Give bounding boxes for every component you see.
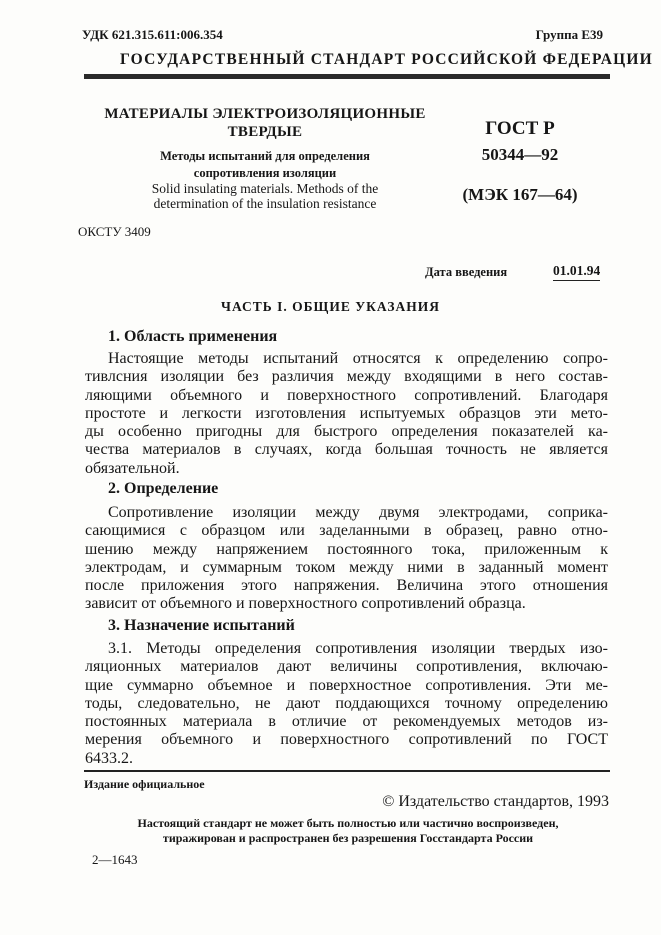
text-line: обязательной. — [85, 459, 180, 477]
iec-reference: (МЭК 167—64) — [462, 185, 578, 204]
method-subtitle — [100, 148, 430, 182]
section-2-heading: 2. Определение — [108, 480, 219, 497]
document-title — [100, 105, 430, 141]
text-line: ды особенно пригодны для быстрого определения показателей ка- — [85, 423, 608, 441]
text-line: шению между напряжением постоянного тока, приложенным к — [85, 540, 608, 558]
gost-number: 50344—92 — [481, 145, 559, 164]
section-3-heading: 3. Назначение испытаний — [108, 617, 295, 634]
header-divider — [84, 74, 610, 79]
english-line-2: determination of the insulation resistance — [153, 196, 377, 211]
intro-date-label: Дата введения — [425, 265, 508, 279]
title-line-1: МАТЕРИАЛЫ ЭЛЕКТРОИЗОЛЯЦИОННЫЕ — [104, 106, 426, 122]
text-line: простоте и легкости изготовления испытуемых образцов эти мето- — [85, 404, 608, 422]
section-2-text — [85, 504, 608, 614]
text-line: чества материалов в случаях, когда большая точность не является — [85, 441, 608, 459]
text-line: 3.1. Методы определения сопротивления изоляции твердых изо- — [108, 640, 608, 657]
notice-line-1: Настоящий стандарт не может быть полностью или частично воспроизведен, — [137, 816, 559, 830]
text-line: ляционных материалов дают величины сопротивления, включаю- — [85, 658, 608, 676]
text-line: постоянных материала в отличие от рекомендуемых методов из- — [85, 713, 608, 731]
text-line: тоды, следовательно, не дают поддающихся точному определению — [85, 694, 608, 712]
part-title: ЧАСТЬ I. ОБЩИЕ УКАЗАНИЯ — [221, 299, 440, 314]
method-line-1: Методы испытаний для определения — [160, 149, 370, 163]
reproduction-notice — [84, 816, 612, 846]
gost-label: ГОСТ Р — [485, 118, 555, 139]
title-line-2: ТВЕРДЫЕ — [227, 124, 303, 140]
oksty-code: ОКСТУ 3409 — [78, 224, 151, 239]
notice-line-2: тиражирован и распространен без разрешения Госстандарта России — [162, 831, 534, 845]
gov-standard-title: ГОСУДАРСТВЕННЫЙ СТАНДАРТ РОССИЙСКОЙ ФЕДЕРАЦИИ — [120, 51, 653, 68]
section-1-heading: 1. Область применения — [108, 328, 278, 345]
section-1-text — [85, 350, 608, 478]
text-line: тивлсния изоляции без различия между входящими в него состав- — [85, 368, 608, 386]
text-line: электродам, и суммарным током между ними в заданный момент — [85, 558, 608, 576]
text-line: мерения объемного и поверхностного сопротивлений по ГОСТ — [85, 731, 608, 749]
copyright-notice: © Издательство стандартов, 1993 — [382, 793, 609, 810]
english-line-1: Solid insulating materials. Methods of the — [151, 181, 379, 196]
text-line: щие суммарно объемное и поверхностное сопротивления. Эти ме- — [85, 676, 608, 694]
text-line: сающимися с образцом или заделанными в образец, равно отно- — [85, 522, 608, 540]
intro-date-value: 01.01.94 — [553, 263, 600, 281]
text-line: ляющими объемного и поверхностного сопротивлений. Благодаря — [85, 386, 608, 404]
text-line: Сопротивление изоляции между двумя электродами, соприка- — [108, 504, 608, 521]
text-line: зависит от объемного и поверхностного сопротивлений образца. — [85, 595, 526, 613]
section-3-text — [85, 640, 608, 768]
english-title — [100, 181, 430, 211]
udk-code: УДК 621.315.611:006.354 — [82, 27, 223, 42]
page-code: 2—1643 — [92, 852, 138, 867]
footer-divider — [84, 770, 610, 772]
text-line: после приложения этого напряжения. Величина этого отношения — [85, 577, 608, 595]
text-line: 6433.2. — [85, 749, 133, 767]
group-code: Группа Е39 — [535, 27, 603, 42]
text-line: Настоящие методы испытаний относятся к определению сопро- — [108, 350, 608, 367]
official-edition-label: Издание официальное — [84, 777, 205, 791]
method-line-2: сопротивления изоляции — [193, 166, 337, 180]
